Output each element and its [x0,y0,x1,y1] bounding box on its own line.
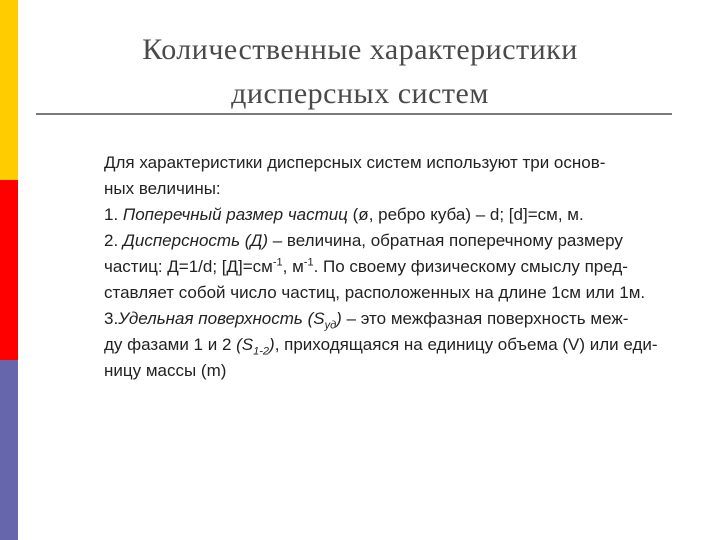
accent-band-purple [0,360,18,540]
term-italic: Поперечный размер частиц [122,205,348,224]
body-line [104,280,664,306]
slide-title-line-1: Количественные характеристики [142,33,578,66]
body-text: Для характеристики дисперсных систем используют три основ- [104,153,606,172]
slide-title-line-2: дисперсных систем [231,77,489,110]
item-number: 1. [104,205,123,224]
term-italic: (S [236,335,254,354]
body-line [104,332,664,358]
body-text: (ø, ребро куба) – d; [d]=см, м. [347,205,584,224]
body-text: ных величины: [104,179,221,198]
accent-band-red [0,180,18,360]
body-text: , м [282,257,304,276]
body-line [104,254,664,280]
body-line [104,176,664,202]
body-text: – это межфазная поверхность меж- [341,309,629,328]
slide-title [40,28,680,116]
term-italic: ) [269,335,275,354]
term-italic: ) [336,309,342,328]
body-text: , приходящаяся на единицу объема (V) или еди- [274,335,658,354]
body-line [104,150,664,176]
body-line [104,306,664,332]
item-number: 2. [104,231,123,250]
body-text: ставляет собой число частиц, расположенных на длине 1см или 1м. [104,283,646,302]
subscript: уд [324,319,337,332]
subscript: 1-2 [253,345,270,358]
body-line [104,228,664,254]
title-divider [36,113,672,115]
term-italic: Удельная поверхность (S [118,309,325,328]
body-text: частиц: Д=1/d; [Д]=см [104,257,273,276]
superscript: -1 [303,256,314,269]
accent-band-yellow [0,0,18,180]
body-text: . По своему физическому смыслу пред- [313,257,628,276]
body-text: ницу массы (m) [104,361,227,380]
body-text: – величина, обратная поперечному размеру [268,231,623,250]
term-italic: Дисперсность (Д) [122,231,269,250]
body-line [104,202,664,228]
slide-body [104,150,664,384]
body-text: ду фазами 1 и 2 [104,335,237,354]
item-number: 3. [104,309,119,328]
superscript: -1 [272,256,283,269]
body-line [104,358,664,384]
